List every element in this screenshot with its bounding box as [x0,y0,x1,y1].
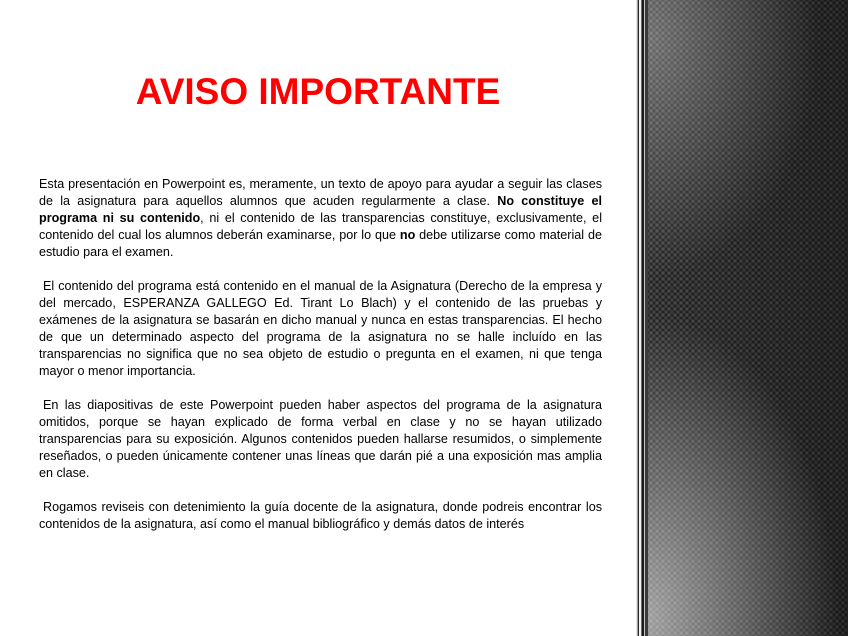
emphasized-text: No constituye el programa ni su contenido [39,194,602,225]
emphasized-text: no [399,228,416,242]
paragraph-text: Rogamos reviseis con detenimiento la guía docente de la asignatura, donde podreis encontrar los contenidos de la asignatura, así como el manual bibliográfico y demás datos de interés [39,500,602,531]
paragraph-text: El contenido del programa está contenido en el manual de la Asignatura (Derecho de la empresa y del mercado, ESPERANZA GALLEGO Ed. Tirant Lo Blach) y el contenido de las pruebas y exámenes de la asignatura se basarán en dicho manual y nunca en estas transparencias. El hecho de que un determinado aspecto del programa de la asignatura no se halle incluído en las transparencias no significa que no sea objeto de estudio o pregunta en el examen, ni que tenga mayor o menor importancia. [39,279,602,378]
carbon-fiber-decoration-panel [648,0,848,636]
decorative-divider-strip [636,0,648,636]
paragraph-text: debe utilizarse como material de estudio para el examen. [39,228,602,259]
notice-paragraph [39,499,602,533]
paragraph-text: Esta presentación en Powerpoint es, meramente, un texto de apoyo para ayudar a seguir las clases de la asignatura para aquellos alumnos que acuden regularmente a clase. [39,177,602,208]
panel-light-gradient [648,0,848,636]
paragraph-text: , ni el contenido de las transparencias constituye, exclusivamente, el contenido del cual los alumnos deberán examinarse, por lo que [39,211,602,242]
notice-body [39,176,602,550]
slide-title: AVISO IMPORTANTE [135,71,501,112]
notice-paragraph [39,397,602,482]
notice-paragraph [39,278,602,380]
paragraph-text: En las diapositivas de este Powerpoint pueden haber aspectos del programa de la asignatura omitidos, porque se hayan explicado de forma verbal en clase y no se hayan utilizado transparencias para su exposición. Algunos contenidos pueden hallarse resumidos, o simplemente reseñados, o pueden únicamente contener unas líneas que darán pié a una exposición mas amplia en clase. [39,398,602,480]
notice-paragraph [39,176,602,261]
